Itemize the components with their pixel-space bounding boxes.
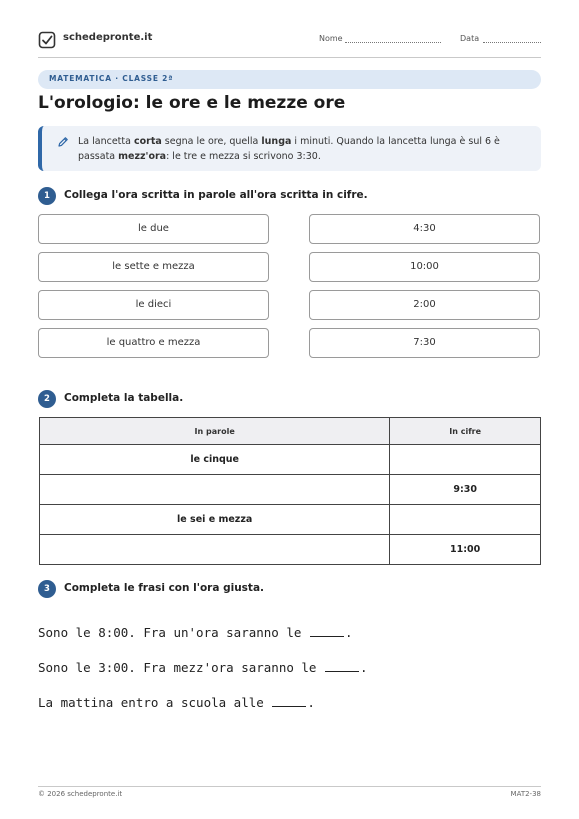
table-row <box>40 475 541 505</box>
exercise-2-number: 2 <box>38 390 56 408</box>
exercise-1-label: Collega l'ora scritta in parole all'ora scritta in cifre. <box>64 189 368 201</box>
page-header <box>38 28 541 58</box>
table-header-row <box>40 418 541 445</box>
tip-bold-mezzora: mezz'ora <box>118 151 167 162</box>
subject-badge <box>38 70 541 89</box>
table-cell-words[interactable]: le cinque <box>40 445 390 475</box>
exercise-3-label: Completa le frasi con l'ora giusta. <box>64 582 265 594</box>
match-left-1[interactable]: le due <box>38 214 269 244</box>
page-title: L'orologio: le ore e le mezze ore <box>38 93 346 113</box>
tip-text: La lancetta corta segna le ore, quella lunga i minuti. Quando la lancetta lunga è sul 6 è passata mezz'ora: le tre e mezza si scrivono 3:30. <box>78 136 500 162</box>
sentence-1: Sono le 8:00. Fra un'ora saranno le . <box>38 625 353 640</box>
date-label: Data <box>460 34 480 43</box>
header-in-parole: In parole <box>40 418 390 445</box>
match-right-4[interactable]: 7:30 <box>309 328 540 358</box>
name-label: Nome <box>319 34 343 43</box>
table-row <box>40 535 541 565</box>
match-right-3[interactable]: 2:00 <box>309 290 540 320</box>
header-in-cifre: In cifre <box>390 418 541 445</box>
match-left-4[interactable]: le quattro e mezza <box>38 328 269 358</box>
site-name: schedepronte.it <box>63 32 153 43</box>
table-row <box>40 505 541 535</box>
sentence-2: Sono le 3:00. Fra mezz'ora saranno le . <box>38 660 368 675</box>
pencil-icon <box>57 136 69 148</box>
match-left-2[interactable]: le sette e mezza <box>38 252 269 282</box>
table-cell-words[interactable]: le sei e mezza <box>40 505 390 535</box>
tip-bold-corta: corta <box>133 136 162 147</box>
footer-copyright: © 2026 schedepronte.it <box>38 790 123 798</box>
tip-box <box>38 126 541 171</box>
answer-blank-3[interactable] <box>272 706 306 707</box>
table-cell-digits[interactable] <box>390 445 541 475</box>
name-field[interactable] <box>345 42 441 43</box>
table-cell-words[interactable] <box>40 535 390 565</box>
exercise-2-label: Completa la tabella. <box>64 392 184 404</box>
exercise-1-number: 1 <box>38 187 56 205</box>
footer-divider <box>38 786 541 787</box>
tip-bold-lunga: lunga <box>261 136 292 147</box>
table-cell-digits[interactable]: 11:00 <box>390 535 541 565</box>
footer-code: MAT2-38 <box>510 790 541 798</box>
answer-blank-2[interactable] <box>325 671 359 672</box>
checkmark-document-icon <box>38 31 56 49</box>
exercise-3-number: 3 <box>38 580 56 598</box>
match-right-2[interactable]: 10:00 <box>309 252 540 282</box>
time-table <box>39 417 541 565</box>
match-right-1[interactable]: 4:30 <box>309 214 540 244</box>
table-row <box>40 445 541 475</box>
answer-blank-1[interactable] <box>310 636 344 637</box>
table-cell-digits[interactable] <box>390 505 541 535</box>
table-cell-digits[interactable]: 9:30 <box>390 475 541 505</box>
match-left-3[interactable]: le dieci <box>38 290 269 320</box>
table-cell-words[interactable] <box>40 475 390 505</box>
subject-badge-text: MATEMATICA · CLASSE 2ª <box>49 74 174 83</box>
date-field[interactable] <box>483 42 541 43</box>
sentence-3: La mattina entro a scuola alle . <box>38 695 315 710</box>
